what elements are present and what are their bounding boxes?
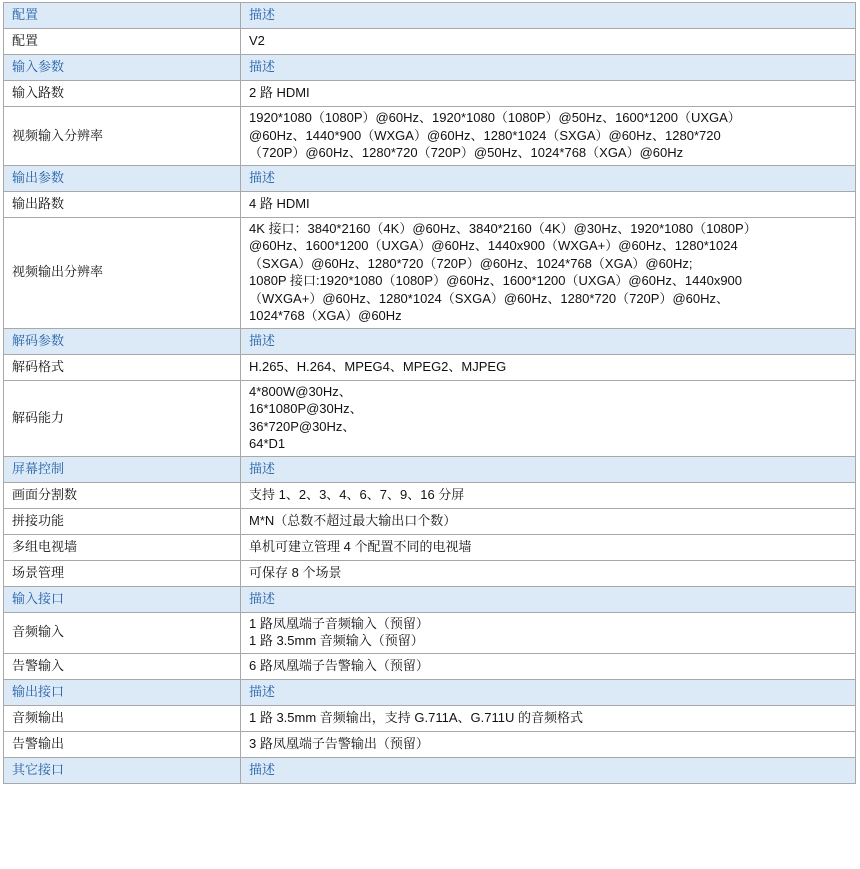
- section-header-row: [4, 165, 856, 191]
- section-desc-header-cell: 描述: [241, 586, 856, 612]
- spec-name-cell: 告警输出: [4, 731, 241, 757]
- spec-row: [4, 612, 856, 653]
- section-header-row: [4, 3, 856, 29]
- section-title-cell: 输入参数: [4, 55, 241, 81]
- spec-name-cell: 输出路数: [4, 191, 241, 217]
- spec-name-cell: 告警输入: [4, 653, 241, 679]
- spec-row: [4, 482, 856, 508]
- section-desc-header-cell: 描述: [241, 165, 856, 191]
- spec-value-cell: 6 路凤凰端子告警输入（预留）: [241, 653, 856, 679]
- section-header-row: [4, 328, 856, 354]
- section-desc-header-cell: 描述: [241, 757, 856, 783]
- section-title-cell: 配置: [4, 3, 241, 29]
- spec-value-cell: H.265、H.264、MPEG4、MPEG2、MJPEG: [241, 354, 856, 380]
- spec-name-cell: 输入路数: [4, 81, 241, 107]
- spec-value-cell: 支持 1、2、3、4、6、7、9、16 分屏: [241, 482, 856, 508]
- spec-value-cell: 4 路 HDMI: [241, 191, 856, 217]
- section-desc-header-cell: 描述: [241, 55, 856, 81]
- spec-name-cell: 多组电视墙: [4, 534, 241, 560]
- spec-value-cell: V2: [241, 29, 856, 55]
- section-header-row: [4, 586, 856, 612]
- spec-name-cell: 视频输出分辨率: [4, 217, 241, 328]
- spec-name-cell: 解码能力: [4, 380, 241, 456]
- section-title-cell: 输出接口: [4, 679, 241, 705]
- spec-table: [3, 2, 856, 784]
- spec-value-cell: 4K 接口：3840*2160（4K）@60Hz、3840*2160（4K）@30Hz、1920*1080（1080P） @60Hz、1600*1200（UXGA）@60Hz、1440x900（WXGA+）@60Hz、1280*1024 （SXGA）@60Hz、1280*720（720P）@60Hz、1024*768（XGA）@60Hz; 1080P 接口:1920*1080（1080P）@60Hz、1600*1200（UXGA）@60Hz、1440x900 （WXGA+）@60Hz、1280*1024（SXGA）@60Hz、1280*720（720P）@60Hz、 1024*768（XGA）@60Hz: [241, 217, 856, 328]
- spec-name-cell: 画面分割数: [4, 482, 241, 508]
- spec-name-cell: 拼接功能: [4, 508, 241, 534]
- spec-name-cell: 配置: [4, 29, 241, 55]
- spec-row: [4, 29, 856, 55]
- section-desc-header-cell: 描述: [241, 456, 856, 482]
- section-header-row: [4, 456, 856, 482]
- section-header-row: [4, 757, 856, 783]
- spec-row: [4, 705, 856, 731]
- spec-row: [4, 731, 856, 757]
- section-title-cell: 输出参数: [4, 165, 241, 191]
- spec-value-cell: 单机可建立管理 4 个配置不同的电视墙: [241, 534, 856, 560]
- section-desc-header-cell: 描述: [241, 3, 856, 29]
- spec-name-cell: 音频输出: [4, 705, 241, 731]
- spec-sheet: [3, 2, 855, 784]
- spec-row: [4, 191, 856, 217]
- spec-value-cell: 2 路 HDMI: [241, 81, 856, 107]
- spec-value-cell: M*N（总数不超过最大输出口个数）: [241, 508, 856, 534]
- section-desc-header-cell: 描述: [241, 679, 856, 705]
- spec-value-cell: 1 路 3.5mm 音频输出，支持 G.711A、G.711U 的音频格式: [241, 705, 856, 731]
- spec-value-cell: 4*800W@30Hz、 16*1080P@30Hz、 36*720P@30Hz、 64*D1: [241, 380, 856, 456]
- spec-value-cell: 1920*1080（1080P）@60Hz、1920*1080（1080P）@50Hz、1600*1200（UXGA） @60Hz、1440*900（WXGA）@60Hz、1280*1024（SXGA）@60Hz、1280*720 （720P）@60Hz、1280*720（720P）@50Hz、1024*768（XGA）@60Hz: [241, 107, 856, 166]
- section-title-cell: 其它接口: [4, 757, 241, 783]
- spec-row: [4, 534, 856, 560]
- spec-row: [4, 653, 856, 679]
- spec-name-cell: 场景管理: [4, 560, 241, 586]
- spec-row: [4, 217, 856, 328]
- spec-row: [4, 380, 856, 456]
- spec-name-cell: 视频输入分辨率: [4, 107, 241, 166]
- spec-row: [4, 107, 856, 166]
- section-header-row: [4, 55, 856, 81]
- section-desc-header-cell: 描述: [241, 328, 856, 354]
- section-title-cell: 解码参数: [4, 328, 241, 354]
- spec-value-cell: 可保存 8 个场景: [241, 560, 856, 586]
- spec-row: [4, 508, 856, 534]
- spec-row: [4, 560, 856, 586]
- spec-table-body: [4, 3, 856, 784]
- spec-name-cell: 解码格式: [4, 354, 241, 380]
- spec-value-cell: 1 路凤凰端子音频输入（预留） 1 路 3.5mm 音频输入（预留）: [241, 612, 856, 653]
- section-title-cell: 屏幕控制: [4, 456, 241, 482]
- section-header-row: [4, 679, 856, 705]
- spec-row: [4, 354, 856, 380]
- spec-row: [4, 81, 856, 107]
- section-title-cell: 输入接口: [4, 586, 241, 612]
- spec-value-cell: 3 路凤凰端子告警输出（预留）: [241, 731, 856, 757]
- spec-name-cell: 音频输入: [4, 612, 241, 653]
